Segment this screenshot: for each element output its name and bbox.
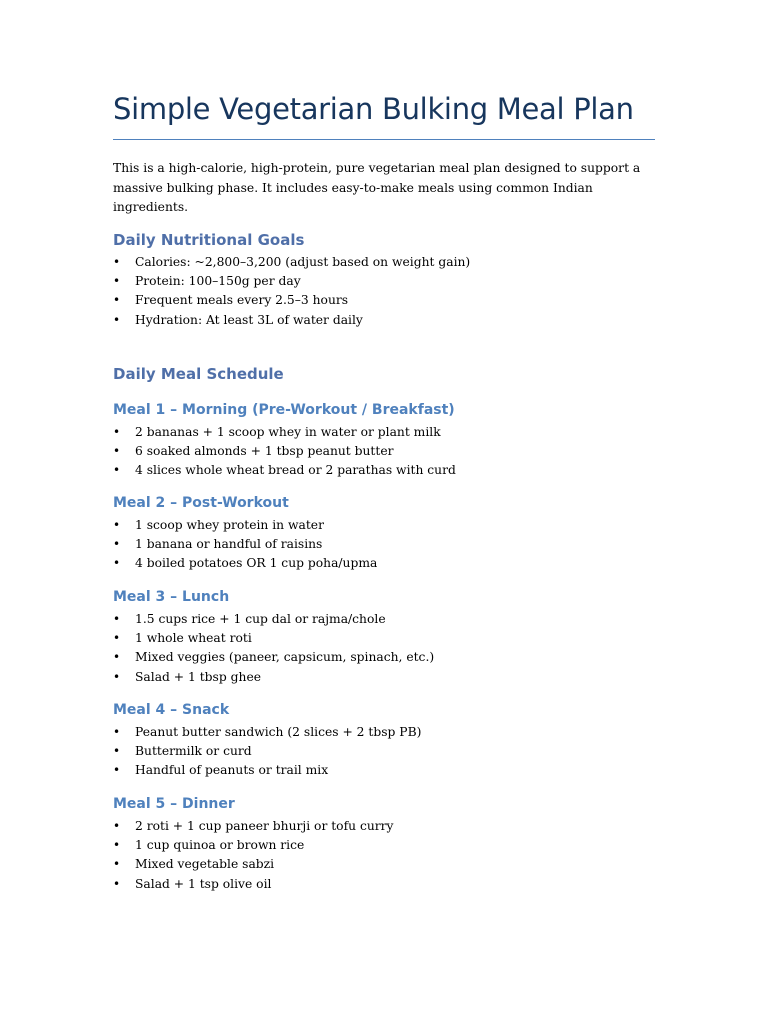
meal-5-heading: Meal 5 – Dinner — [113, 796, 235, 812]
meal-1-list — [113, 423, 456, 481]
bullet-icon: • — [113, 255, 121, 269]
list-item — [113, 253, 470, 272]
list-item — [113, 272, 470, 291]
meal-4-heading: Meal 4 – Snack — [113, 702, 230, 718]
bullet-icon: • — [113, 444, 121, 459]
list-item-text: Salad + 1 tbsp ghee — [135, 669, 261, 684]
bullet-icon: • — [113, 425, 121, 439]
list-item-text: Protein: 100–150g per day — [135, 274, 301, 289]
title-underline — [113, 139, 655, 140]
bullet-icon: • — [113, 763, 121, 778]
bullet-icon: • — [113, 463, 121, 478]
list-item — [113, 723, 421, 742]
list-item-text: 1 banana or handful of raisins — [135, 537, 323, 552]
list-item — [113, 875, 393, 894]
list-item-text: 1 cup quinoa or brown rice — [135, 838, 305, 853]
list-item-text: Frequent meals every 2.5–3 hours — [135, 293, 349, 308]
bullet-icon: • — [113, 744, 121, 759]
list-item-text: Handful of peanuts or trail mix — [135, 763, 329, 778]
list-item — [113, 836, 393, 855]
list-item-text: Hydration: At least 3L of water daily — [135, 312, 363, 327]
list-item-text: Mixed vegetable sabzi — [135, 857, 275, 872]
bullet-icon: • — [113, 293, 121, 308]
meal-5-list — [113, 817, 393, 894]
list-item-text: Salad + 1 tsp olive oil — [135, 876, 272, 891]
list-item-text: 1.5 cups rice + 1 cup dal or rajma/chole — [135, 612, 386, 626]
bullet-icon: • — [113, 838, 121, 853]
list-item — [113, 311, 470, 330]
goals-heading: Daily Nutritional Goals — [113, 231, 305, 249]
list-item-text: Peanut butter sandwich (2 slices + 2 tbsp PB) — [135, 725, 422, 739]
bullet-icon: • — [113, 857, 121, 872]
document-title: Simple Vegetarian Bulking Meal Plan — [113, 92, 634, 126]
list-item-text: 2 bananas + 1 scoop whey in water or plant milk — [135, 425, 441, 439]
list-item-text: Mixed veggies (paneer, capsicum, spinach, etc.) — [135, 650, 435, 665]
list-item-text: 4 boiled potatoes OR 1 cup poha/upma — [135, 556, 378, 571]
list-item — [113, 817, 393, 836]
list-item — [113, 629, 434, 648]
list-item — [113, 855, 393, 874]
meal-1-heading: Meal 1 – Morning (Pre-Workout / Breakfast) — [113, 402, 455, 418]
list-item-text: 6 soaked almonds + 1 tbsp peanut butter — [135, 444, 394, 459]
list-item — [113, 423, 456, 442]
goals-list — [113, 253, 470, 330]
meal-2-heading: Meal 2 – Post-Workout — [113, 495, 289, 511]
list-item-text: Calories: ~2,800–3,200 (adjust based on weight gain) — [135, 255, 471, 269]
list-item — [113, 291, 470, 310]
meal-3-heading: Meal 3 – Lunch — [113, 589, 230, 605]
list-item — [113, 742, 421, 761]
schedule-heading: Daily Meal Schedule — [113, 365, 284, 383]
list-item — [113, 761, 421, 780]
intro-paragraph: This is a high-calorie, high-protein, pure vegetarian meal plan designed to support a massive bulking phase. It includes easy-to-make meals using common Indian ingredients. — [113, 161, 641, 214]
list-item-text: Buttermilk or curd — [135, 744, 252, 759]
list-item — [113, 442, 456, 461]
bullet-icon: • — [113, 556, 121, 571]
list-item-text: 2 roti + 1 cup paneer bhurji or tofu curry — [135, 819, 394, 833]
list-item-text: 1 scoop whey protein in water — [135, 518, 324, 532]
bullet-icon: • — [113, 631, 121, 646]
bullet-icon: • — [113, 312, 121, 327]
list-item-text: 4 slices whole wheat bread or 2 parathas with curd — [135, 463, 456, 478]
list-item — [113, 516, 377, 535]
bullet-icon: • — [113, 819, 121, 833]
bullet-icon: • — [113, 612, 121, 626]
list-item — [113, 668, 434, 687]
list-item-text: 1 whole wheat roti — [135, 631, 252, 646]
list-item — [113, 535, 377, 554]
list-item — [113, 554, 377, 573]
meal-4-list — [113, 723, 421, 781]
bullet-icon: • — [113, 518, 121, 532]
bullet-icon: • — [113, 876, 121, 891]
bullet-icon: • — [113, 537, 121, 552]
bullet-icon: • — [113, 725, 121, 739]
bullet-icon: • — [113, 274, 121, 289]
bullet-icon: • — [113, 669, 121, 684]
list-item — [113, 461, 456, 480]
list-item — [113, 648, 434, 667]
meal-2-list — [113, 516, 377, 574]
bullet-icon: • — [113, 650, 121, 665]
list-item — [113, 610, 434, 629]
meal-3-list — [113, 610, 434, 687]
